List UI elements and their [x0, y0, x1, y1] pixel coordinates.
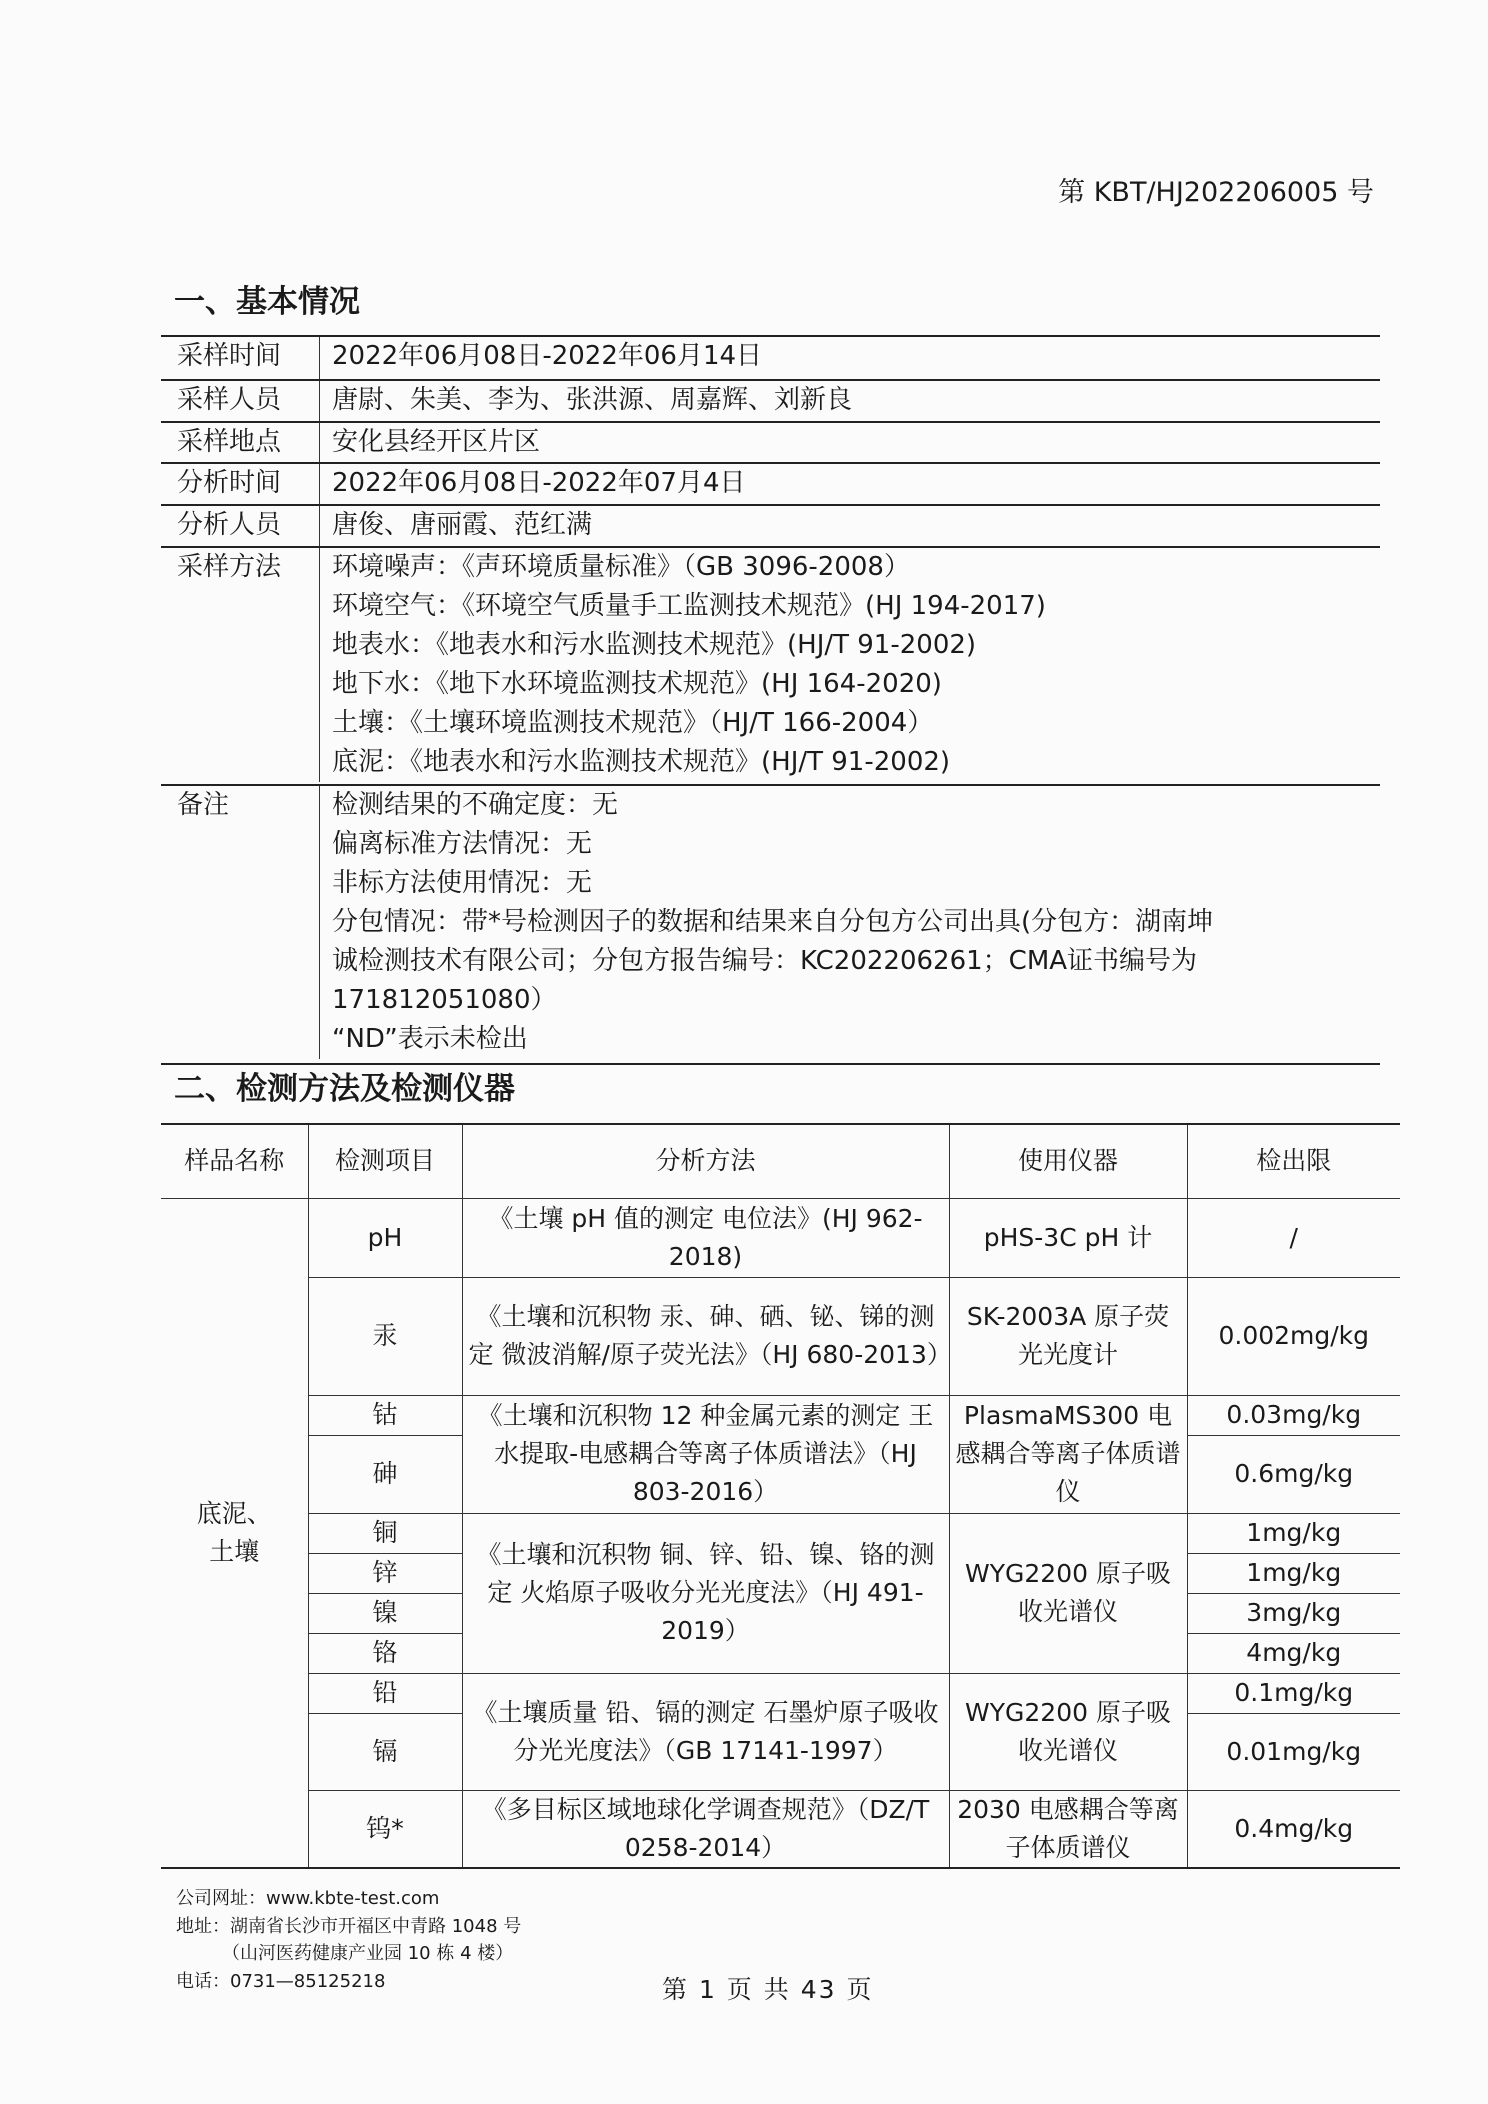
info-value-line: 2022年06月08日-2022年07月4日: [332, 468, 746, 498]
test-item-cell: 锌: [308, 1553, 462, 1593]
detection-limit-cell: 1mg/kg: [1187, 1513, 1400, 1553]
info-row: [161, 337, 1380, 381]
info-value-line: 2022年06月08日-2022年06月14日: [332, 341, 763, 371]
info-value-line: 171812051080）: [332, 985, 557, 1015]
info-value: [320, 548, 1380, 782]
instrument-cell: 2030 电感耦合等离子体质谱仪: [949, 1790, 1187, 1868]
detection-limit-cell: 0.6mg/kg: [1187, 1435, 1400, 1513]
test-item-cell: 砷: [308, 1435, 462, 1513]
table-row: [161, 1198, 1400, 1277]
test-item-cell: 镍: [308, 1593, 462, 1633]
report-number: 第 KBT/HJ202206005 号: [1058, 177, 1374, 208]
info-label: 采样地点: [161, 423, 320, 462]
info-value-line: 地表水：《地表水和污水监测技术规范》(HJ/T 91-2002): [332, 630, 977, 660]
footer-website: 公司网址：www.kbte-test.com: [176, 1888, 440, 1909]
detection-limit-cell: 0.01mg/kg: [1187, 1713, 1400, 1790]
analysis-method-cell: 《多目标区域地球化学调查规范》（DZ/T 0258-2014）: [462, 1790, 949, 1868]
info-label: 分析人员: [161, 506, 320, 546]
table-row: [161, 1673, 1400, 1713]
info-row: [161, 464, 1380, 506]
section-title-methods: 二、检测方法及检测仪器: [174, 1071, 515, 1107]
info-value: [320, 381, 1380, 421]
test-item-cell: 汞: [308, 1277, 462, 1395]
column-header: 样品名称: [161, 1124, 308, 1198]
analysis-method-cell: 《土壤质量 铅、镉的测定 石墨炉原子吸收分光光度法》（GB 17141-1997）: [462, 1673, 949, 1790]
info-value-line: 偏离标准方法情况：无: [332, 829, 593, 859]
info-row: [161, 548, 1380, 786]
instrument-cell: WYG2200 原子吸收光谱仪: [949, 1673, 1187, 1790]
info-value-line: 安化县经开区片区: [332, 427, 541, 457]
table-header-row: [161, 1124, 1400, 1198]
info-label: 分析时间: [161, 464, 320, 504]
info-value-line: 唐尉、朱美、李为、张洪源、周嘉辉、刘新良: [332, 385, 853, 415]
instrument-cell: WYG2200 原子吸收光谱仪: [949, 1513, 1187, 1673]
basic-info-table: [161, 335, 1380, 1065]
sample-name-cell: 底泥、 土壤: [161, 1198, 308, 1868]
info-value: [320, 423, 1380, 462]
test-item-cell: 钨*: [308, 1790, 462, 1868]
analysis-method-cell: 《土壤 pH 值的测定 电位法》(HJ 962-2018): [462, 1198, 949, 1277]
info-value: [320, 786, 1380, 1059]
info-row: [161, 423, 1380, 464]
detection-limit-cell: /: [1187, 1198, 1400, 1277]
table-row: [161, 1790, 1400, 1868]
analysis-method-cell: 《土壤和沉积物 铜、锌、铅、镍、铬的测定 火焰原子吸收分光光度法》（HJ 491-2019）: [462, 1513, 949, 1673]
methods-table: [161, 1123, 1400, 1869]
analysis-method-cell: 《土壤和沉积物 12 种金属元素的测定 王水提取-电感耦合等离子体质谱法》（HJ 803-2016）: [462, 1395, 949, 1513]
info-label: 备注: [161, 786, 320, 1059]
instrument-cell: PlasmaMS300 电感耦合等离子体质谱仪: [949, 1395, 1187, 1513]
info-value: [320, 464, 1380, 504]
info-value-line: “ND”表示未检出: [332, 1024, 528, 1054]
info-value-line: 非标方法使用情况：无: [332, 868, 593, 898]
info-value-line: 环境噪声：《声环境质量标准》（GB 3096-2008）: [332, 552, 910, 582]
test-item-cell: 铬: [308, 1633, 462, 1673]
page-number: 第 1 页 共 43 页: [662, 1975, 874, 2004]
table-row: [161, 1277, 1400, 1395]
detection-limit-cell: 0.002mg/kg: [1187, 1277, 1400, 1395]
info-label: 采样时间: [161, 337, 320, 379]
test-item-cell: 铅: [308, 1673, 462, 1713]
footer-address-2: （山河医药健康产业园 10 栋 4 楼）: [222, 1943, 514, 1964]
info-value-line: 诚检测技术有限公司；分包方报告编号：KC202206261；CMA证书编号为: [332, 946, 1198, 976]
detection-limit-cell: 3mg/kg: [1187, 1593, 1400, 1633]
footer-address: 地址：湖南省长沙市开福区中青路 1048 号: [176, 1916, 522, 1937]
info-row: [161, 381, 1380, 423]
info-value-line: 唐俊、唐丽霞、范红满: [332, 510, 593, 540]
info-label: 采样方法: [161, 548, 320, 782]
info-value-line: 地下水：《地下水环境监测技术规范》(HJ 164-2020): [332, 669, 942, 699]
column-header: 检出限: [1187, 1124, 1400, 1198]
detection-limit-cell: 4mg/kg: [1187, 1633, 1400, 1673]
info-value-line: 底泥：《地表水和污水监测技术规范》(HJ/T 91-2002): [332, 747, 951, 777]
column-header: 检测项目: [308, 1124, 462, 1198]
info-value-line: 分包情况：带*号检测因子的数据和结果来自分包方公司出具(分包方：湖南坤: [332, 907, 1214, 937]
detection-limit-cell: 0.4mg/kg: [1187, 1790, 1400, 1868]
instrument-cell: pHS-3C pH 计: [949, 1198, 1187, 1277]
info-label: 采样人员: [161, 381, 320, 421]
detection-limit-cell: 0.03mg/kg: [1187, 1395, 1400, 1435]
table-row: [161, 1395, 1400, 1435]
info-value: [320, 506, 1380, 546]
info-value-line: 环境空气：《环境空气质量手工监测技术规范》(HJ 194-2017): [332, 591, 1046, 621]
info-row: [161, 506, 1380, 548]
test-item-cell: 钴: [308, 1395, 462, 1435]
column-header: 使用仪器: [949, 1124, 1187, 1198]
test-item-cell: 铜: [308, 1513, 462, 1553]
footer-phone: 电话：0731—85125218: [176, 1971, 386, 1992]
section-title-basic-info: 一、基本情况: [174, 284, 360, 320]
table-row: [161, 1513, 1400, 1553]
info-value-line: 检测结果的不确定度：无: [332, 790, 619, 820]
instrument-cell: SK-2003A 原子荧光光度计: [949, 1277, 1187, 1395]
column-header: 分析方法: [462, 1124, 949, 1198]
detection-limit-cell: 0.1mg/kg: [1187, 1673, 1400, 1713]
analysis-method-cell: 《土壤和沉积物 汞、砷、硒、铋、锑的测定 微波消解/原子荧光法》（HJ 680-2013）: [462, 1277, 949, 1395]
info-value: [320, 337, 1380, 379]
test-item-cell: 镉: [308, 1713, 462, 1790]
detection-limit-cell: 1mg/kg: [1187, 1553, 1400, 1593]
info-value-line: 土壤：《土壤环境监测技术规范》（HJ/T 166-2004）: [332, 708, 934, 738]
test-item-cell: pH: [308, 1198, 462, 1277]
info-row: [161, 786, 1380, 1065]
